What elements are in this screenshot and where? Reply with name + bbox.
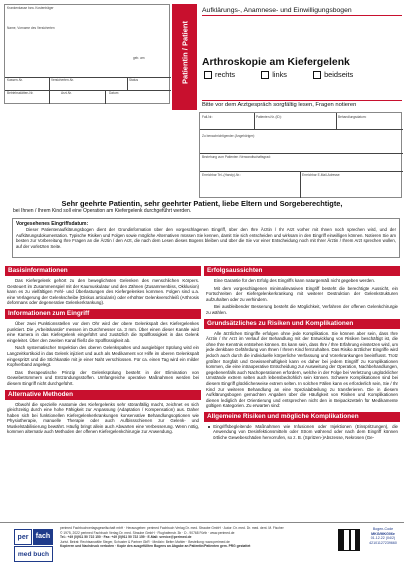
born-label: geb. am: [133, 56, 145, 60]
insured-no-label: Versicherten-Nr.: [51, 78, 74, 82]
side-options: [204, 70, 353, 79]
section-eingriff-heading: Informationen zum Eingriff: [5, 309, 201, 319]
section-allgemein-heading: Allgemeine Risiken und mögliche Komplikationen: [204, 412, 400, 422]
option-beidseits[interactable]: beidseits: [313, 70, 353, 79]
code-block: [364, 527, 402, 545]
footer-line-1: perimed Fachbuchverlagsgesellschaft mbH · Herausgeber: perimed Fachbuch Verlag Dr. med. Straube GmbH · Autor: Dr. med. Dr. med. dent. M. Fischer: [60, 526, 284, 530]
meta-fields-box: [199, 112, 402, 198]
facility-no-label: Betriebsstätten-Nr.: [7, 91, 34, 95]
section-eingriff-p3: Das therapeutische Prinzip der Gelenkspülung besteht in der Elimination von Gewebetrümmern und Entzündungsstoffen. Umfangreiche operative Maßnahmen werden bei diesem Eingriff nicht durchgeführt.: [7, 369, 199, 386]
phone-label: Erreichbar Tel.-(Handy)-Nr.:: [202, 173, 241, 177]
insurer-no-label: Kassen-Nr.: [7, 78, 23, 82]
logo-medbuch: med buch: [14, 546, 53, 562]
patient-vertical-label: Patientin / Patient: [180, 21, 190, 84]
option-rechts[interactable]: rechts: [204, 70, 235, 79]
intro-heading: Sehr geehrte Patientin, sehr geehrter Patient, liebe Eltern und Sorgeberechtigte,: [61, 199, 343, 208]
name-label: Name, Vorname des Versicherten: [7, 26, 55, 30]
footer-line-5: Kopieren und Nachdruck verboten · Kopie des ausgefüllten Bogens an Abgabe an Patientin/Patienten gem. PRG gestattet: [60, 544, 251, 549]
code-ean: 42101127239660: [369, 540, 397, 545]
section-alternativ-heading: Alternative Methoden: [5, 390, 201, 400]
date-label: Datum: [109, 91, 119, 95]
option-links[interactable]: links: [261, 70, 287, 79]
section-basis-p1: Das Kiefergelenk gehört zu den beweglichsten Gelenken des menschlichen Körpers. Gesteuert im Zusammenspiel mit der Kaumuskulatur und den Zähnen (Zusammenbiss, Okklusion) kann es zu vielfältigen Fehl- und Überlastungen des Kiefergelenkes kommen. Folgen sind u.a. eine Verlagerung der Gelenkscheibe (Diskus articularis) oder erhöhter Gelenkverschleiß (Arthrosis deformans oder degenerative Gelenkerkrankung).: [7, 278, 199, 306]
logo-fach: fach: [33, 529, 53, 545]
section-erfolg-heading: Erfolgsaussichten: [204, 266, 400, 276]
insurer-label: Krankenkasse bzw. Kostenträger: [7, 6, 54, 10]
code-label: Bogen-Code: [372, 527, 394, 531]
checkbox-rechts[interactable]: [204, 71, 212, 79]
section-risiken-heading: Grundsätzliches zu Risiken und Komplikationen: [204, 319, 400, 329]
section-erfolg-p2: Mit dem vorgeschlagenen minimalinvasiven Eingriff besteht die berechtigte Aussicht, ein Fortschreiten der Kiefergelenkerkrankung mit weiterer Destruktion der Gelenkstrukturen aufzuhalten oder zu verhindern.: [206, 285, 398, 302]
planned-date-heading: Vorgesehenes Eingriffsdatum:: [16, 221, 89, 227]
footer-line-4: Jurist. Beirat: Rechtsanwälte Steger, Schuster & Partner GbR · Medizin: Beltrn Mahler · Bestellung: www.perimed.de: [60, 539, 230, 544]
checkbox-links[interactable]: [261, 71, 269, 79]
qr-code-icon: [338, 529, 360, 551]
instruction: Bitte vor dem Arztgespräch sorgfältig lesen, Fragen notieren: [202, 100, 402, 108]
code-value: MKG/MKG06e: [371, 531, 395, 536]
right-column: [204, 266, 400, 443]
section-erfolg-p3: Bei ausbleibender Besserung besteht die Möglichkeit, Verfahren der offenen Gelenkchirurgie zu wählen.: [206, 304, 398, 315]
doctor-no-label: Arzt-Nr.: [61, 91, 72, 95]
left-column: [5, 266, 201, 437]
form-type: Aufklärungs-, Anamnese- und Einwilligungsbogen: [202, 6, 402, 16]
section-eingriff-p2: Nach systematischer Inspektion des oberen Gelenkspaltes und ausgiebiger Spülung wird ein Langzeitkortikoid in das Gelenk injiziert und auch als Medikament vor Hilfe im oberen Gelenkspalt eingespritzt und die Stichkanäle mit je einer Naht verschlossen. Für ca. einen Tag wird ein milder Kopfverband angelegt.: [7, 345, 199, 368]
logo-per: per: [14, 529, 32, 545]
intro-box: [12, 218, 400, 258]
treatment-date-label: Behandlungsdatum:: [338, 115, 367, 119]
section-risiken-p1: Alle ärztlichen Eingriffe erfolgen ohne jede Komplikation. Sie können aber sein, dass Ihre Ärztin / Ihr Arzt im Verlauf der Behandlung mit der Entwicklung von Risiken beschäftigt ist, die ohne Ihre Kenntnis entstehen können. Es kann sein, dass Ihre / Ihre Erfahrung einstetzen wird, um jede denkbare Gefährdung von Ihnen / Ihrem Kind fernzuhalten. Das Risiko ärztlicher Eingriffe wird jedoch auch durch die individuelle körperliche Verfassung und Vorerkrankungen beeinflusst. Trotz größter Sorgfalt und Gewissenhaftigkeit kann es daher bei jedem Eingriff zu Komplikationen kommen, die eine intraoperative Entscheidung zur Ausweitung der Operation, Nachbehandlungen, gegebenenfalls auch Nachoperationen erfordern, welche in der Folge bei Verletzung unglücklicher Umstände extrem selten auch lebensbedrohlich sein können. Schwere Komplikationen sind bei diesem Eingriff glücklicherweise extrem selten. In solchen Fällen kann es erforderlich sein, Sie / Ihr Kind zur weiteren Behandlung an eine Spezialabteilung zu transferieren. Die in diesem Aufklärungsbogen gemachten Angaben über die Häufigkeit von Risiken und Komplikationen dienen lediglich der Orientierung und entsprechen nicht den in Beipackzetteln für Medikamente gültigen Kategorien. Zu erwarten sind:: [206, 330, 398, 409]
email-label: Erreichbar E-Mail-Adresse:: [302, 173, 341, 177]
checkbox-beidseits[interactable]: [313, 71, 321, 79]
patient-vertical-bar: [172, 4, 197, 110]
contact-person-label: Zu benachrichtigender (Angehöriger):: [202, 134, 255, 138]
publisher-logo: [14, 529, 54, 563]
planned-date-text: Dieser Patientenaufklärungsbogen dient der Grundinformation über den vorgeschlagenen Eingriff, über den Ihre Ärztin / Ihr Arzt vorher mit Ihnen noch sprechen wird, und der Aufklärungsdokumentation. Typische Risiken und Folgen sowie mögliche Alternativen müssen Sie kennen, damit Sie sich entscheiden und wirksam in den Eingriff einwilligen können. Notieren Sie am besten zur Vorbereitung Ihre Fragen an die Ärztin / den Arzt, die nach dem Lesen dieses Bogens bleiben und über die Sie vor einer Entscheidung noch mit Ihrer Ärztin / Ihrem Arzt sprechen wollen, auf der vorletzten Seite.: [16, 227, 396, 249]
section-allgemein-bullet: Eingriffsbegleitende Maßnahmen wie Infusionen oder Injektionen (Einspritzungen), die Anwendung von Desinfektionsmitteln oder Strom während oder nach dem Eingriff können örtliche Gewebeschäden hervorrufen, so z. B. (Spritzen-)Abszesse, Nekrosen (Ge-: [206, 424, 398, 441]
case-no-label: Fall-Nr.:: [202, 115, 214, 119]
form-title: Arthroskopie am Kiefergelenk: [202, 57, 350, 68]
code-date: 01.12.22 (04/2): [370, 536, 396, 541]
status-label: Status: [129, 78, 139, 82]
section-erfolg-p1: Eine Garantie für den Erfolg des Eingriffs kann naturgemäß nicht gegeben werden.: [214, 278, 376, 283]
footer-line-2: © 1975, 2022 perimed Fachbuch Verlag Dr. med. Straube GmbH · Flughafenstr. 3b · D - 90768 Fürth · www.perimed.de: [60, 530, 235, 535]
intro-subtext: bei Ihnen / Ihrem Kind soll eine Operation am Kiefergelenk durchgeführt werden.: [13, 208, 192, 214]
patient-id-label: Patienten-Nr. (ID):: [256, 115, 282, 119]
patient-data-block: [4, 4, 170, 104]
bullet-icon: [208, 426, 210, 428]
section-basis-heading: Basisinformationen: [5, 266, 201, 276]
footer: [0, 522, 404, 569]
footer-line-3: Tel.: +49 (0)911 50 722 150 · Fax: +49 (0)911 50 722 159 · E-Mail: service@perimed.de: [60, 535, 192, 540]
section-eingriff-p1: Über zwei Punktionsstellen vor dem Ohr wird der obere Gelenkspalt des Kiefergelenkes punktiert. Die „Arbeitskanüle“ messen im Durchmesser ca. 3 mm. Über einen dieser Kanäle wird eine Kamera in das Kiefergelenk eingeführt und zusätzlich die Spülflüssigkeit in das Gelenk eingeleitet. Über den zweiten Kanal fließt die Spülflüssigkeit ab.: [7, 320, 199, 343]
relationship-label: Beziehung zum Patienten /Verwandtschaftsgrad:: [202, 155, 271, 159]
section-alternativ-p1: Obwohl die spezielle Anatomie des Kiefergelenks sehr störanfällig macht, zeichnet es sich gleichzeitig durch eine hohe Fähigkeit zur Anpassung (Adaptation / Kompensation) aus. Daher haben sich bei funktionellen Kiefergelenkerkrankungen konservative Behandlungsoptionen wie Physiotherapie, manuelle Therapie oder auch Aufbissschienen zur Gelenk- und Muskelstabilisierung bewährt. Häufig bringt allein auch Abwarten eine Verbesserung. Wenn nötig, kommen alternativ auch Methoden der offenen Kiefergelenkchirurgie zur Anwendung.: [7, 401, 199, 435]
footer-lines: [60, 526, 330, 549]
